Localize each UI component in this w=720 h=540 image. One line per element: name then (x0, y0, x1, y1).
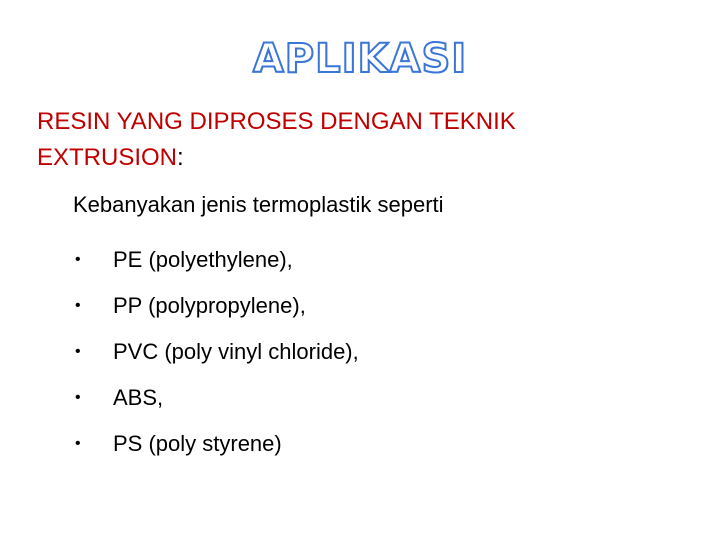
list-item (73, 421, 359, 467)
list-item (73, 375, 359, 421)
bullet-text: PS (poly styrene) (113, 431, 282, 456)
heading-line-1: RESIN YANG DIPROSES DENGAN TEKNIK (37, 108, 516, 135)
bullet-icon: • (75, 297, 81, 314)
bullet-icon: • (75, 343, 81, 360)
bullet-list (73, 237, 359, 467)
section-heading (37, 104, 657, 176)
slide-title: APLIKASI (252, 36, 468, 82)
bullet-text: ABS, (113, 385, 164, 410)
list-item (73, 283, 359, 329)
bullet-text: PP (polypropylene), (113, 293, 306, 318)
list-item (73, 329, 359, 375)
bullet-icon: • (75, 389, 81, 406)
intro-text: Kebanyakan jenis termoplastik seperti (73, 192, 444, 217)
bullet-text: PVC (poly vinyl chloride), (113, 339, 359, 364)
heading-colon: : (177, 144, 184, 171)
bullet-icon: • (75, 251, 81, 268)
list-item (73, 237, 359, 283)
bullet-icon: • (75, 435, 81, 452)
bullet-text: PE (polyethylene), (113, 247, 293, 272)
heading-line-2: EXTRUSION (37, 144, 178, 171)
